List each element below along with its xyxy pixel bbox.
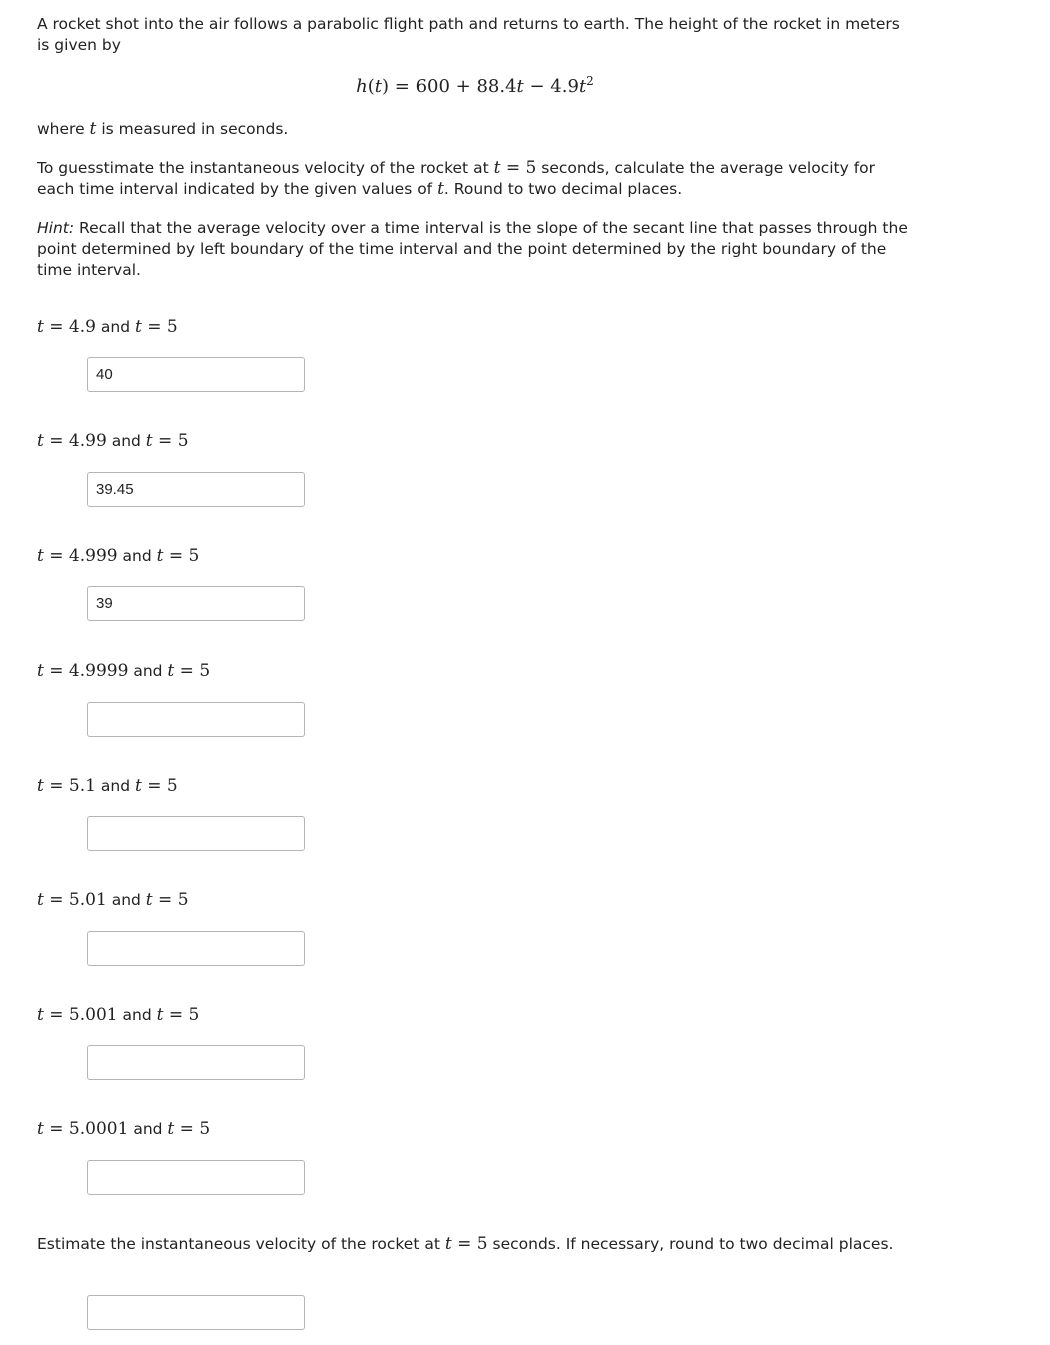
interval-label: t = 5.001 and t = 5 [37,1005,200,1025]
variable-note: where t is measured in seconds. [37,119,289,139]
task-instructions: To guesstimate the instantaneous velocity of the rocket at t = 5 seconds, calculate the average velocity for each time interval indicated by the given values of t. Round to two decimal places. [37,158,876,199]
interval-label: t = 5.01 and t = 5 [37,890,189,910]
answer-input-5[interactable] [87,816,305,851]
interval-label: t = 4.99 and t = 5 [37,431,189,451]
interval-label: t = 5.0001 and t = 5 [37,1119,211,1139]
height-equation: $h(t) = 600 + 88.4t - 4.9t^2$ [356,74,594,97]
answer-input-7[interactable] [87,1045,305,1080]
answer-input-2[interactable] [87,472,305,507]
answer-input-4[interactable] [87,702,305,737]
instantaneous-velocity-input[interactable] [87,1295,305,1330]
interval-label: t = 4.999 and t = 5 [37,546,200,566]
interval-label: t = 5.1 and t = 5 [37,776,178,796]
interval-label: t = 4.9 and t = 5 [37,317,178,337]
final-question: Estimate the instantaneous velocity of the rocket at t = 5 seconds. If necessary, round to two decimal places. [37,1234,894,1254]
hint-text: Hint: Recall that the average velocity over a time interval is the slope of the secant line that passes through the point determined by left boundary of the time interval and the point determined by the right boundary of the time interval. [37,219,908,279]
problem-statement: A rocket shot into the air follows a parabolic flight path and returns to earth. The height of the rocket in meters is given by [37,15,900,54]
interval-label: t = 4.9999 and t = 5 [37,661,211,681]
answer-input-1[interactable] [87,357,305,392]
answer-input-8[interactable] [87,1160,305,1195]
answer-input-3[interactable] [87,586,305,621]
answer-input-6[interactable] [87,931,305,966]
